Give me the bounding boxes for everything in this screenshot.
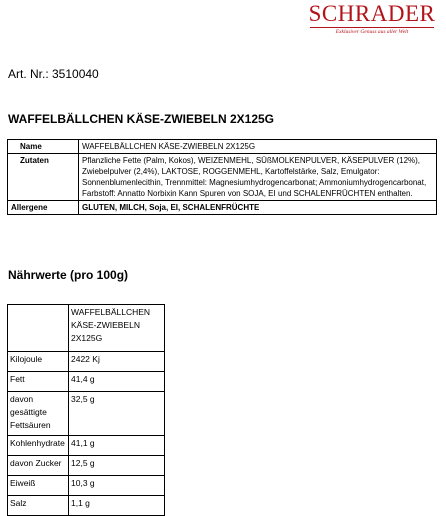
- nutrient-label: Salz: [8, 496, 69, 516]
- nutrient-label: davon Zucker: [8, 456, 69, 476]
- info-key: Allergene: [8, 201, 79, 215]
- product-title: WAFFELBÄLLCHEN KÄSE-ZWIEBELN 2X125G: [8, 112, 275, 126]
- info-row-name: [8, 140, 437, 154]
- nutrient-value: 2422 Kj: [69, 352, 165, 372]
- nutrient-label: Fett: [8, 372, 69, 392]
- nutrition-row: [8, 372, 165, 392]
- nutrition-row: [8, 436, 165, 456]
- nutrient-label: Kilojoule: [8, 352, 69, 372]
- brand-name: SCHRADER: [308, 1, 436, 26]
- nutrient-value: 41,4 g: [69, 372, 165, 392]
- nutrition-row: [8, 476, 165, 496]
- nutrition-row: [8, 352, 165, 372]
- info-value: GLUTEN, MILCH, Soja, EI, SCHALENFRÜCHTE: [79, 201, 437, 215]
- nutrition-header-empty: [8, 305, 69, 352]
- info-value: WAFFELBÄLLCHEN KÄSE-ZWIEBELN 2X125G: [79, 140, 437, 154]
- article-number: Art. Nr.: 3510040: [8, 67, 99, 81]
- nutrition-table: [7, 304, 165, 516]
- nutrition-heading: Nährwerte (pro 100g): [8, 268, 129, 282]
- nutrition-header-row: [8, 305, 165, 352]
- brand-logo: [304, 2, 440, 36]
- nutrient-value: 10,3 g: [69, 476, 165, 496]
- nutrient-value: 1,1 g: [69, 496, 165, 516]
- brand-tagline: Exklusiver Genuss aus aller Welt: [335, 29, 409, 35]
- nutrition-header-product: WAFFELBÄLLCHEN KÄSE-ZWIEBELN 2X125G: [69, 305, 165, 352]
- logo-divider: [310, 27, 434, 28]
- info-key: Zutaten: [8, 154, 79, 201]
- info-key: Name: [8, 140, 79, 154]
- nutrition-row: [8, 392, 165, 436]
- nutrient-label: Kohlenhydrate: [8, 436, 69, 456]
- nutrient-label: davon gesättigte Fettsäuren: [8, 392, 69, 436]
- info-value: Pflanzliche Fette (Palm, Kokos), WEIZENMEHL, SÜßMOLKENPULVER, KÄSEPULVER (12%), Zwiebelpulver (2,4%), LAKTOSE, ROGGENMEHL, Kartoffelstärke, Salz, Emulgator: Sonnenblumenlecithin, Trennmittel: Magnesiumhydrogencarbonat; Ammoniumhydrogencarbonat, Farbstoff: Annatto Norbixin Kann Spuren von SOJA, EI und SCHALENFRÜCHTEN enthalten.: [79, 154, 437, 201]
- info-row-ingredients: [8, 154, 437, 201]
- nutrient-label: Eiweiß: [8, 476, 69, 496]
- info-row-allergens: [8, 201, 437, 215]
- nutrition-row: [8, 496, 165, 516]
- nutrient-value: 32,5 g: [69, 392, 165, 436]
- nutrient-value: 12,5 g: [69, 456, 165, 476]
- product-info-table: [7, 139, 437, 215]
- nutrition-row: [8, 456, 165, 476]
- nutrient-value: 41,1 g: [69, 436, 165, 456]
